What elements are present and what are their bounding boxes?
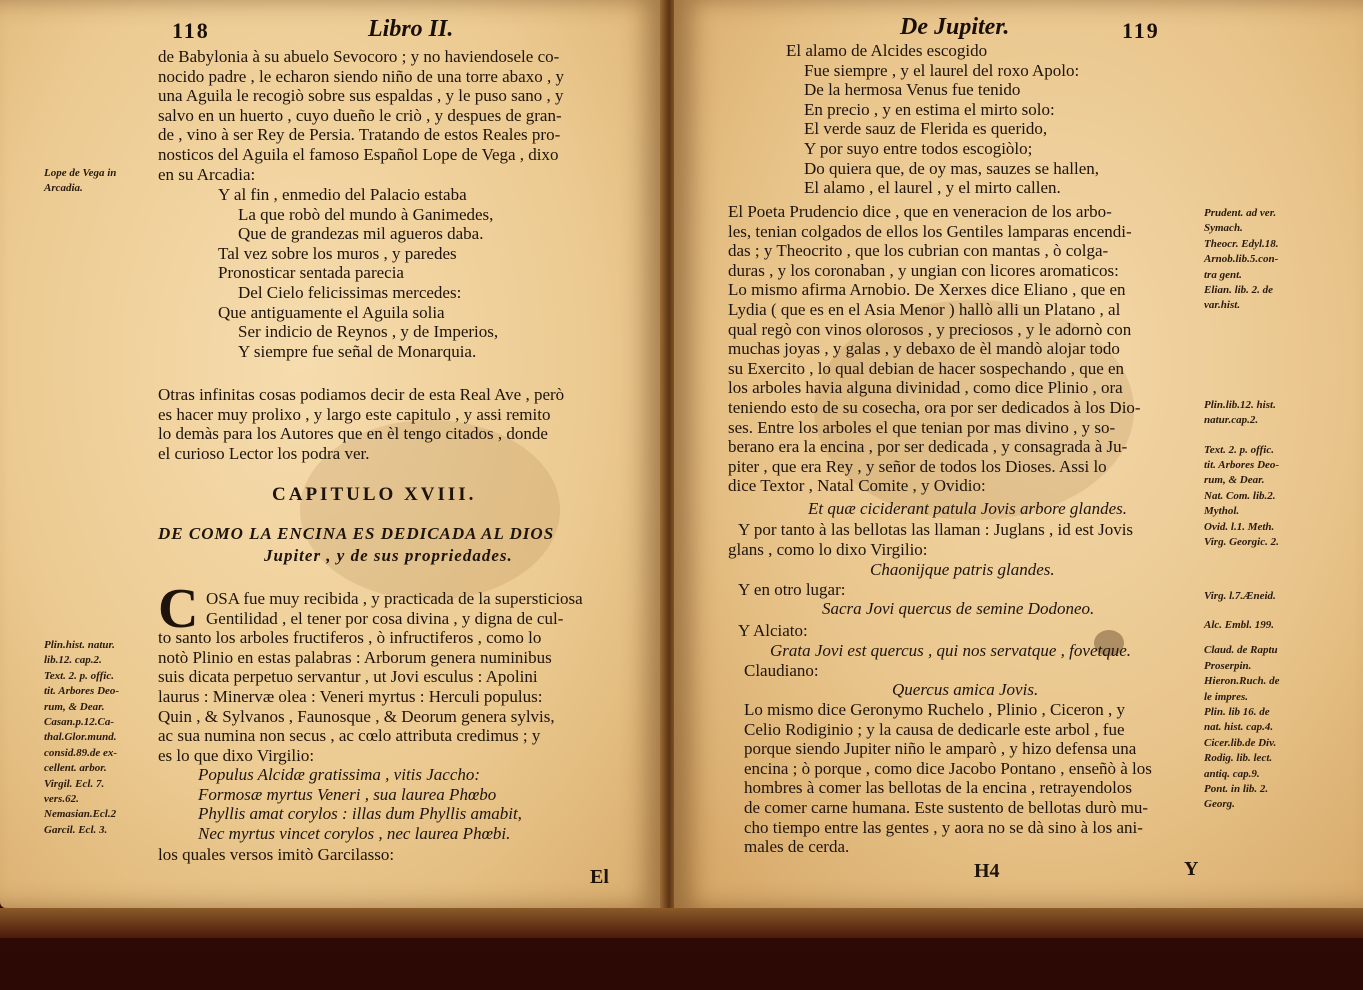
text-line: ac sua numina non secus , ac cœlo attributa credimus ; y (158, 726, 541, 746)
text-line: males de cerda. (744, 837, 850, 857)
margin-note-line: Prudent. ad ver. (1204, 207, 1277, 219)
text-line: de , vino à ser Rey de Persia. Tratando de estos Reales pro- (158, 125, 561, 145)
margin-notes-right (1204, 206, 1279, 813)
verse-line: Pronosticar sentada parecia (218, 263, 404, 283)
margin-note-line: rum, & Dear. (1204, 474, 1265, 487)
margin-note-line: Plin. lib 16. de (1204, 705, 1270, 718)
verse-line: Phyllis amat corylos : illas dum Phyllis amabit, (198, 804, 522, 824)
verse-line: Y por suyo entre todos escogiòlo; (804, 138, 1033, 158)
text-line: notò Plinio en estas palabras : Arborum genera numinibus (158, 647, 552, 667)
verse-line: En precio , y en estima el mirto solo: (804, 99, 1055, 119)
margin-note-line: vers.62. (44, 793, 79, 806)
chapter-body (158, 589, 583, 765)
text-line: laurus : Minervæ olea : Veneri myrtus : Herculi populus: (158, 686, 543, 706)
right-page (674, 0, 1363, 908)
margin-note-group (1204, 643, 1279, 812)
text-line: duras , y los coronaban , y ungian con licores aromaticos: (728, 260, 1119, 280)
text-line: Lo mismo afirma Arnobio. De Xerxes dice Eliano , que en (728, 280, 1126, 300)
text-line-a: Y por tanto à las bellotas las llaman : Juglans , id est Jovis (738, 520, 1134, 539)
text-line: lo demàs para los Autores que en èl tengo citados , donde (158, 424, 548, 444)
margin-note-line: cellent. arbor. (44, 762, 107, 775)
margin-note-line: Text. 2. p. offic. (44, 669, 114, 682)
verse-line: El verde sauz de Flerida es querido, (804, 119, 1048, 139)
chapter-subtitle-2: Jupiter , y de sus propriedades. (264, 546, 513, 565)
margin-note-line: Text. 2. p. offic. (1204, 443, 1274, 456)
verse-line: Do quiera que, de oy mas, sauzes se hallen, (804, 158, 1100, 178)
text-line: nocido padre , le echaron siendo niño de una torre abaxo , y (158, 66, 564, 86)
margin-note-line: tit. Arbores Deo- (44, 685, 120, 698)
margin-note-line: rum, & Dear. (44, 700, 105, 713)
left-body-paragraph (158, 47, 564, 184)
text-line: suis dicata perpetuo servantur , ut Jovi esculus : Apolini (158, 667, 538, 687)
verse-line: Ser indicio de Reynos , y de Imperios, (238, 322, 499, 342)
margin-note-line: tra gent. (1204, 268, 1242, 281)
text-line: teniendo esto de su cosecha, ora por ser dedicados à los Dio- (728, 397, 1141, 417)
text-line: berano era la encina , por ser dedicada , y consagrada à Ju- (728, 437, 1128, 457)
text-line: les, tenian colgados de ellos los Gentiles lamparas encendi- (728, 221, 1132, 241)
left-running-head: Libro II. (368, 16, 454, 42)
latin-verse (198, 765, 522, 843)
margin-note-line: Nemasian.Ecl.2 (44, 808, 117, 821)
text-line: los arboles havia alguna divinidad , como dice Plinio , ora (728, 378, 1123, 398)
margin-note-line: Proserpin. (1204, 659, 1252, 672)
left-paragraph-2 (158, 385, 564, 463)
verse-line: Que antiguamente el Aguila solia (218, 302, 445, 322)
margin-note-group (1204, 589, 1279, 604)
latin-line-4: Grata Jovi est quercus , qui nos servatque , fovetque. (770, 641, 1132, 660)
margin-note-line: thal.Glor.mund. (44, 731, 117, 744)
text-line: es lo que dixo Virgilio: (158, 745, 315, 765)
margin-note-line: Casan.p.12.Ca- (44, 716, 114, 729)
left-verse-spanish (218, 185, 498, 361)
verse-line: Nec myrtus vincet corylos , nec laurea Phœbi. (198, 823, 511, 843)
catchword: Y (1184, 858, 1199, 880)
verse-line: Del Cielo felicissimas mercedes: (238, 282, 462, 302)
margin-note-line: Ovid. l.1. Meth. (1204, 520, 1275, 533)
latin-line-3: Sacra Jovi quercus de semine Dodoneo. (822, 599, 1095, 618)
verse-line: Y al fin , enmedio del Palacio estaba (218, 185, 467, 204)
text-line: das ; y Theocrito , que los cubrian con mantas , ò colga- (728, 241, 1109, 261)
margin-note-line: tit. Arbores Deo- (1204, 459, 1280, 472)
text-line: nosticos del Aguila el famoso Español Lope de Vega , dixo (158, 144, 559, 164)
margin-note-line: Hieron.Ruch. de (1204, 675, 1280, 688)
right-verse-spanish (786, 41, 1099, 198)
verse-line: El alamo , el laurel , y el mirto callen. (804, 178, 1061, 198)
margin-note-line: Plin.hist. natur. (44, 639, 115, 651)
margin-note-line: Virg. Georgic. 2. (1204, 536, 1279, 549)
latin-line-5: Quercus amica Jovis. (892, 680, 1039, 699)
text-line: su Exercito , lo qual debian de hacer sospechando , que en (728, 358, 1125, 378)
text-line: es hacer muy prolixo , y largo este capitulo , y assi remito (158, 404, 551, 424)
margin-note-line: lib.12. cap.2. (44, 654, 102, 667)
margin-note-line: Claud. de Raptu (1204, 644, 1278, 657)
margin-note-line: le impres. (1204, 690, 1248, 703)
text-line: de comer carne humana. Este sustento de bellotas durò mu- (744, 797, 1149, 817)
text-line: OSA fue muy recibida , y practicada de la supersticiosa (206, 589, 583, 608)
margin-note-line: var.hist. (1204, 299, 1241, 312)
right-paragraph-2 (744, 700, 1152, 857)
signature-mark: H4 (974, 860, 1000, 882)
verse-line: Populus Alcidæ gratissima , vitis Jaccho: (198, 765, 481, 784)
catchword: El (590, 866, 609, 888)
right-page-number: 119 (1122, 18, 1160, 43)
verse-line: La que robò del mundo à Ganimedes, (238, 204, 494, 224)
text-line: El Poeta Prudencio dice , que en veneracion de los arbo- (728, 202, 1112, 221)
margin-note-group (1204, 206, 1279, 314)
text-line: piter , que era Rey , y señor de todos los Dioses. Assi lo (728, 456, 1107, 476)
margin-note-line: Elian. lib. 2. de (1204, 284, 1274, 297)
margin-note-line: Nat. Com. lib.2. (1204, 489, 1276, 502)
text-line: porque siendo Jupiter niño le amparò , y hizo defensa una (744, 739, 1137, 759)
margin-note-line: antiq. cap.9. (1204, 767, 1260, 780)
margin-note-line: Mythol. (1204, 505, 1240, 518)
text-line-b: glans , como lo dixo Virgilio: (728, 540, 928, 559)
verse-line: Formosæ myrtus Veneri , sua laurea Phœbo (198, 784, 497, 804)
verse-line: Que de grandezas mil agueros daba. (238, 224, 484, 244)
margin-note-line: Virgil. Ecl. 7. (44, 777, 105, 790)
text-line: qual regò con vinos olorosos , y preciosos , y le adornò con (728, 319, 1132, 339)
text-line: una Aguila le recogiò sobre sus espaldas , y le puso sano , y (158, 86, 564, 106)
text-line: cho tiempo entre las gentes , y aora no se dà sino à los ani- (744, 817, 1143, 837)
verse-line: De la hermosa Venus fue tenido (804, 80, 1021, 100)
page-edge (0, 908, 1363, 938)
verse-line: Fue siempre , y el laurel del roxo Apolo: (804, 60, 1080, 80)
verse-line: El alamo de Alcides escogido (786, 41, 988, 60)
margin-note-line: Rodig. lib. lect. (1204, 752, 1273, 765)
right-paragraph-1 (728, 202, 1141, 496)
text-line: en su Arcadia: (158, 164, 256, 184)
margin-note-line: Virg. l.7.Æneid. (1204, 589, 1276, 602)
text-line-d: Y Alciato: (738, 621, 808, 640)
margin-note-line: Plin.lib.12. hist. (1204, 398, 1276, 411)
margin-note-line: Lope de Vega in (44, 167, 117, 179)
text-line-c: Y en otro lugar: (738, 580, 846, 599)
text-line: hombres à comer las bellotas de la encina , retrayendolos (744, 778, 1133, 798)
left-page-number: 118 (172, 18, 210, 43)
margin-note-line: Arcadia. (44, 182, 83, 195)
margin-note-line: Georg. (1204, 798, 1235, 811)
margin-note-line: nat. hist. cap.4. (1204, 721, 1274, 734)
text-line: Otras infinitas cosas podiamos decir de esta Real Ave , però (158, 385, 565, 404)
verse-line: Tal vez sobre los muros , y paredes (218, 243, 457, 263)
last-line: los quales versos imitò Garcilasso: (158, 845, 395, 864)
right-running-head: De Jupiter. (900, 14, 1010, 40)
margin-note-group (1204, 618, 1279, 633)
margin-note-line: consid.89.de ex- (44, 746, 118, 759)
verse-line: Y siempre fue señal de Monarquia. (238, 341, 477, 361)
chapter-title: CAPITULO XVIII. (272, 484, 477, 505)
text-line: de Babylonia à su abuelo Sevocoro ; y no haviendosele co- (158, 47, 560, 66)
margin-note-line: Alc. Embl. 199. (1204, 618, 1274, 631)
text-line: Lydia ( que es en el Asia Menor ) hallò alli un Platano , al (728, 299, 1121, 319)
text-line: el curioso Lector los podra ver. (158, 443, 370, 463)
left-page (0, 0, 664, 908)
margin-note-line: Symach. (1204, 222, 1243, 235)
text-line: to santo los arboles fructiferos , ò infructiferos , como lo (158, 628, 542, 648)
text-line: Quin , & Sylvanos , Faunosque , & Deorum genera sylvis, (158, 706, 555, 726)
text-line: Lo mismo dice Geronymo Ruchelo , Plinio , Ciceron , y (744, 700, 1126, 719)
text-line-e: Claudiano: (744, 661, 819, 680)
chapter-subtitle: DE COMO LA ENCINA ES DEDICADA AL DIOS (158, 524, 555, 543)
text-line: Gentilidad , el tener por cosa divina , y digna de cul- (206, 608, 564, 628)
margin-note-line: natur.cap.2. (1204, 414, 1259, 427)
margin-note-group (1204, 398, 1279, 429)
margin-note-line: Arnob.lib.5.con- (1204, 253, 1279, 266)
margin-note-line: Cicer.lib.de Div. (1204, 736, 1277, 749)
text-line: muchas joyas , y galas , y debaxo de èl mandò alojar todo (728, 339, 1120, 359)
margin-note-line: Theocr. Edyl.18. (1204, 237, 1279, 250)
text-line: dice Textor , Natal Comite , y Ovidio: (728, 476, 986, 496)
margin-note-line: Pont. in lib. 2. (1204, 782, 1269, 795)
text-line: Celio Rodiginio ; y la causa de dedicarle este arbol , fue (744, 719, 1125, 739)
latin-line-1: Et quæ ciciderant patula Jovis arbore glandes. (808, 499, 1128, 518)
margin-note-lope (44, 166, 116, 197)
text-line: ses. Entre los arboles el que tenian por mas divino , y so- (728, 417, 1116, 437)
latin-line-2: Chaonijque patris glandes. (870, 560, 1055, 579)
drop-cap: C (158, 578, 199, 640)
margin-note-line: Garcil. Ecl. 3. (44, 823, 108, 836)
text-line: salvo en un huerto , cuyo dueño le criò , y despues de gran- (158, 105, 562, 125)
text-line: encina ; ò porque , como dice Jacobo Pontano , enseñò à los (744, 758, 1152, 778)
margin-note-plinio (44, 638, 119, 838)
margin-note-group (1204, 443, 1279, 551)
